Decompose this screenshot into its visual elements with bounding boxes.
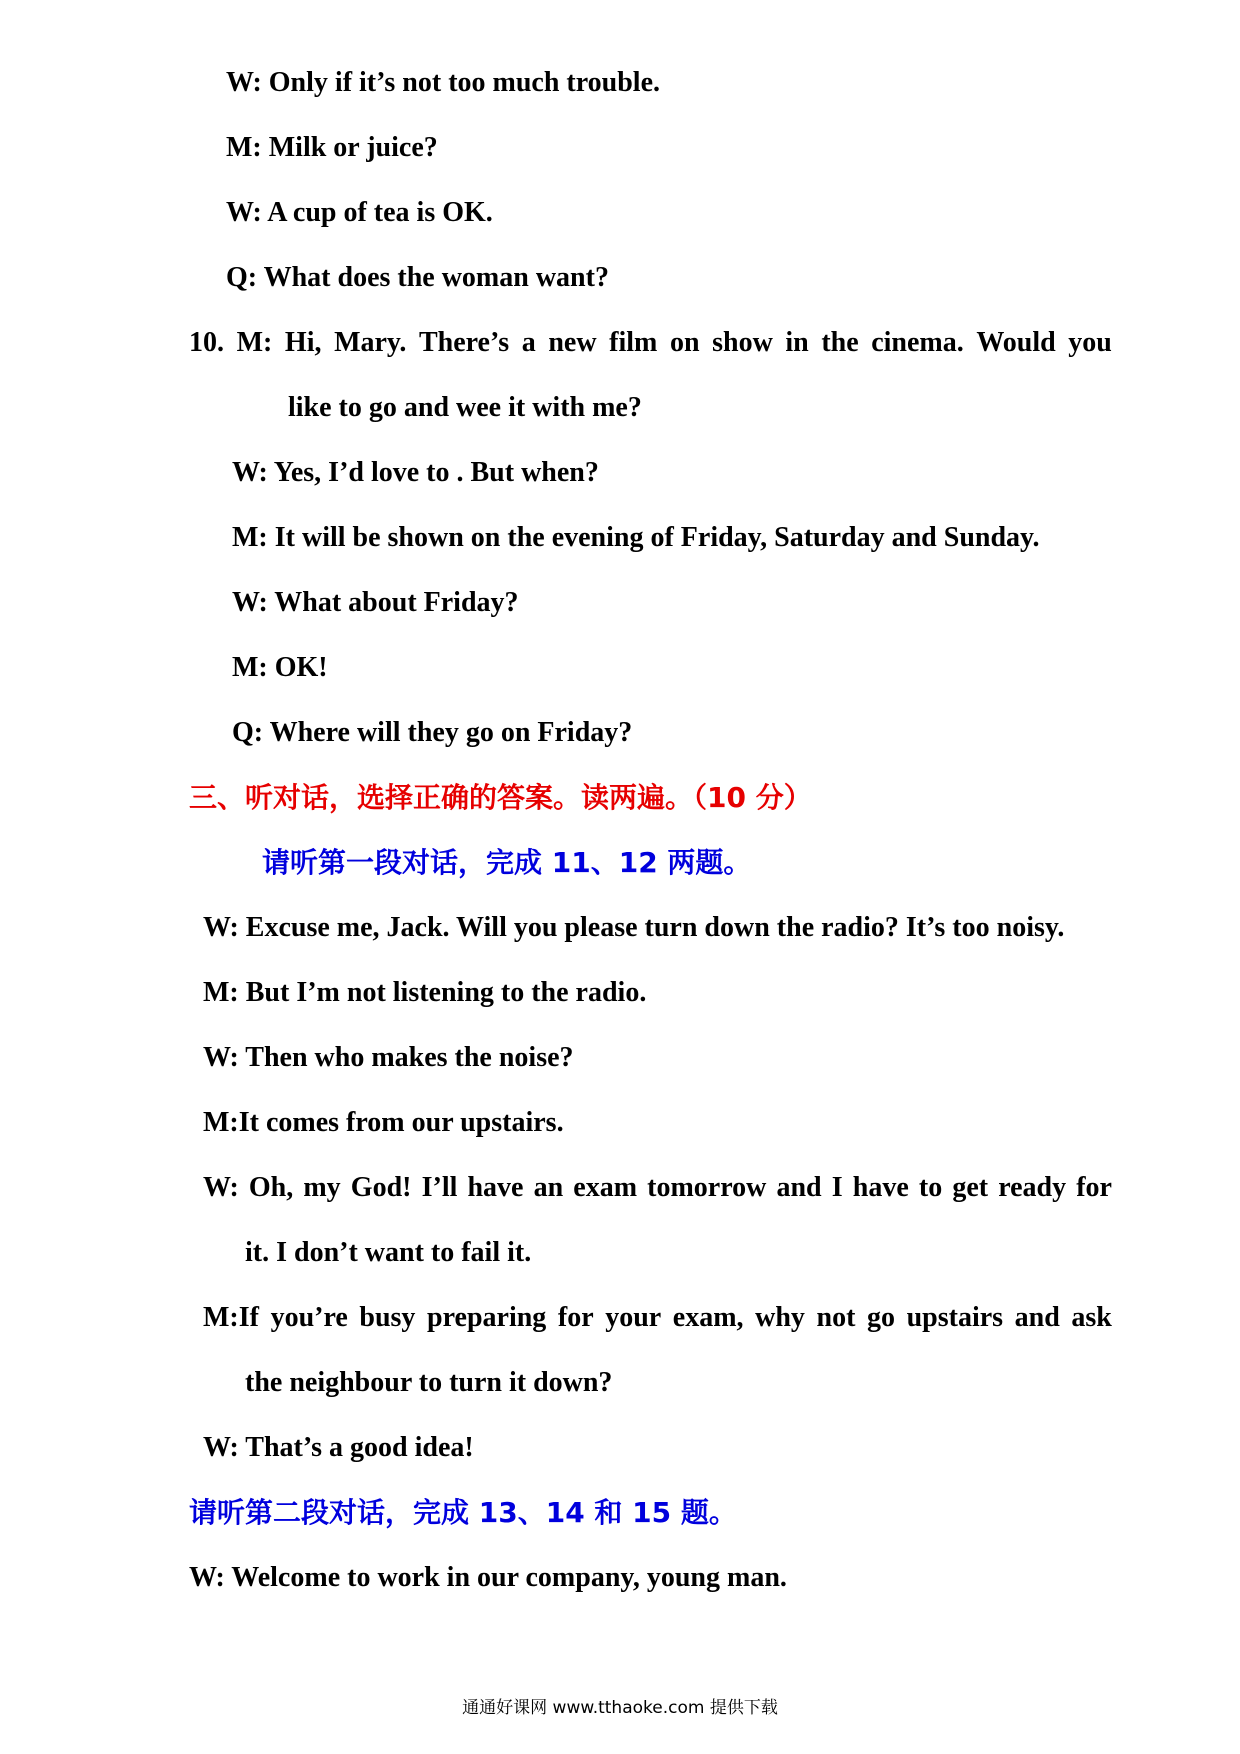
dialogue-line-continuation: like to go and wee it with me? <box>288 392 642 423</box>
dialogue-line: W: Welcome to work in our company, young man. <box>189 1562 787 1593</box>
dialogue-line: M: It will be shown on the evening of Friday, Saturday and Sunday. <box>232 522 1040 553</box>
dialogue-line: W: Only if it’s not too much trouble. <box>226 67 661 98</box>
dialogue-line: W: Excuse me, Jack. Will you please turn down the radio? It’s too noisy. <box>203 912 1065 943</box>
dialogue-line-continuation: the neighbour to turn it down? <box>245 1367 613 1398</box>
dialogue-line-continuation: it. I don’t want to fail it. <box>245 1237 532 1268</box>
instruction-line: 请听第一段对话，完成 11、12 两题。 <box>262 846 752 879</box>
dialogue-line: W: That’s a good idea! <box>203 1432 474 1463</box>
dialogue-line: M: OK! <box>232 652 328 683</box>
dialogue-line: M: Milk or juice? <box>226 132 438 163</box>
dialogue-line-item-10: 10. M: Hi, Mary. There’s a new film on show in the cinema. Would you <box>189 327 1112 358</box>
question-line: Q: Where will they go on Friday? <box>232 717 633 748</box>
dialogue-line: M: But I’m not listening to the radio. <box>203 977 647 1008</box>
dialogue-line: M:If you’re busy preparing for your exam, why not go upstairs and ask <box>203 1302 1112 1333</box>
dialogue-line: M:It comes from our upstairs. <box>203 1107 564 1138</box>
dialogue-line: W: Oh, my God! I’ll have an exam tomorrow and I have to get ready for <box>203 1172 1112 1203</box>
dialogue-line: W: Yes, I’d love to . But when? <box>232 457 599 488</box>
dialogue-line: W: Then who makes the noise? <box>203 1042 574 1073</box>
question-line: Q: What does the woman want? <box>226 262 609 293</box>
instruction-line: 请听第二段对话，完成 13、14 和 15 题。 <box>189 1496 737 1529</box>
dialogue-line: W: A cup of tea is OK. <box>226 197 493 228</box>
section-heading: 三、听对话，选择正确的答案。读两遍。（10 分） <box>189 781 812 814</box>
page-footer: 通通好课网 www.tthaoke.com 提供下载 <box>462 1698 778 1718</box>
dialogue-line: W: What about Friday? <box>232 587 519 618</box>
